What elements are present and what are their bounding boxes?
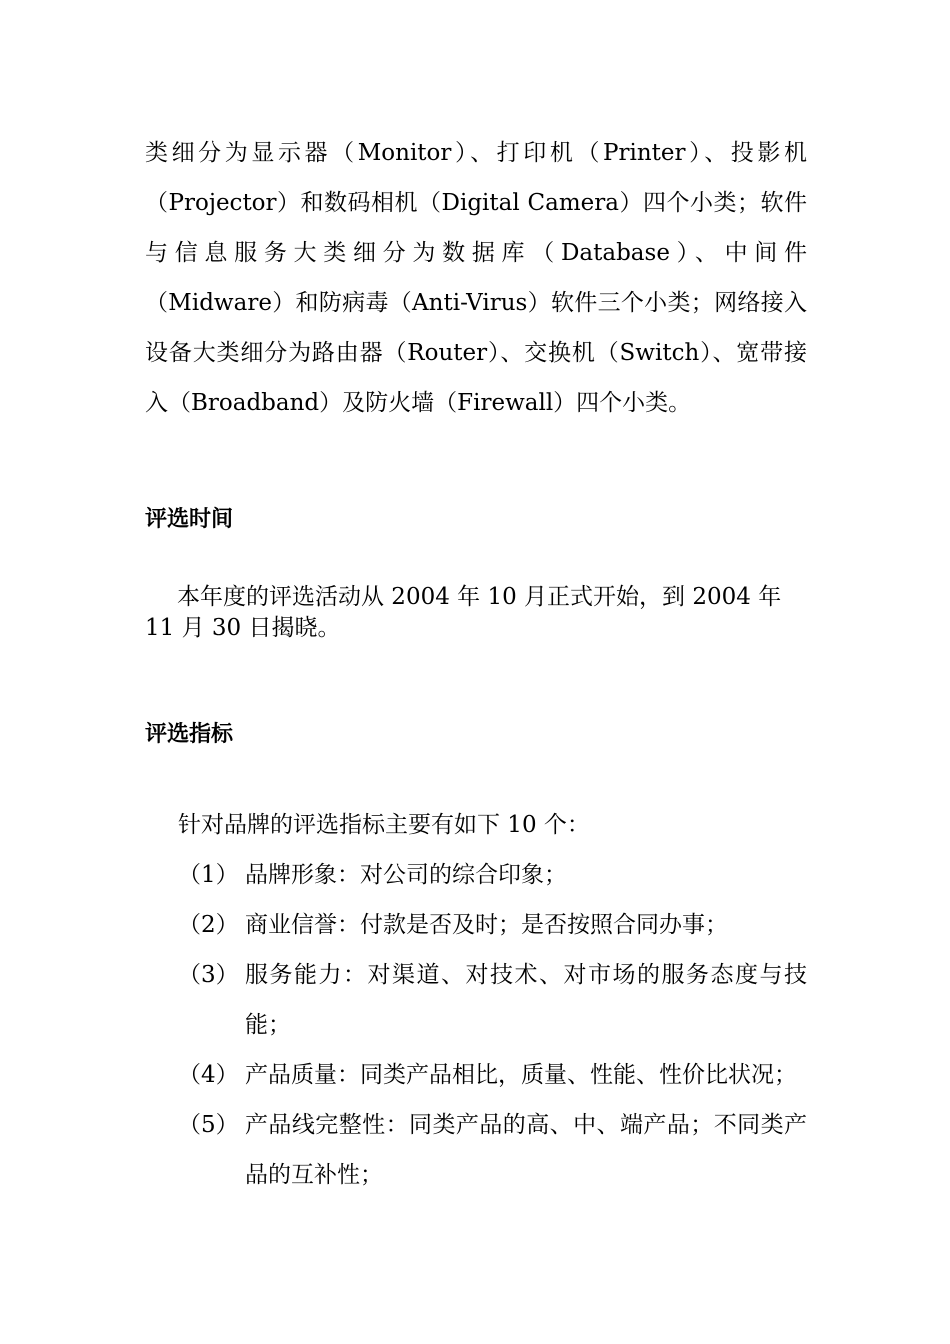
list-item-text: 品牌形象：对公司的综合印象； xyxy=(245,862,567,888)
list-item-number: （4） xyxy=(178,1062,239,1088)
section-heading-criteria: 评选指标 xyxy=(145,722,234,747)
list-item-number: （2） xyxy=(178,912,239,938)
list-item xyxy=(178,950,807,1050)
list-item xyxy=(178,1050,807,1100)
list-item-text: 商业信誉：付款是否及时；是否按照合同办事； xyxy=(245,912,728,938)
list-item-text: 产品线完整性：同类产品的高、中、端产品；不同类产品的互补性； xyxy=(245,1112,807,1188)
criteria-lead: 针对品牌的评选指标主要有如下 10 个： xyxy=(178,812,590,838)
document-content xyxy=(145,128,807,1188)
list-item xyxy=(178,850,807,900)
list-item-text: 产品质量：同类产品相比，质量、性能、性价比状况； xyxy=(245,1062,797,1088)
section-heading-time: 评选时间 xyxy=(145,507,234,532)
list-item-text: 服务能力：对渠道、对技术、对市场的服务态度与技能； xyxy=(245,962,807,1038)
section-time-body: 本年度的评选活动从 2004 年 10 月正式开始，到 2004 年 11 月 30 日揭晓。 xyxy=(145,584,782,641)
list-item xyxy=(178,900,807,950)
intro-paragraph: 类细分为显示器（Monitor）、打印机（Printer）、投影机（Projector）和数码相机（Digital Camera）四个小类；软件与信息服务大类细分为数据库（Database）、中间件（Midware）和防病毒（Anti-Virus）软件三个小类；网络接入设备大类细分为路由器（Router）、交换机（Switch）、宽带接入（Broadband）及防火墙（Firewall）四个小类。 xyxy=(145,140,807,416)
list-item-number: （1） xyxy=(178,862,239,888)
list-item xyxy=(178,1100,807,1200)
list-item-number: （5） xyxy=(178,1112,239,1138)
list-item-number: （3） xyxy=(178,962,239,988)
criteria-list xyxy=(178,850,807,1200)
